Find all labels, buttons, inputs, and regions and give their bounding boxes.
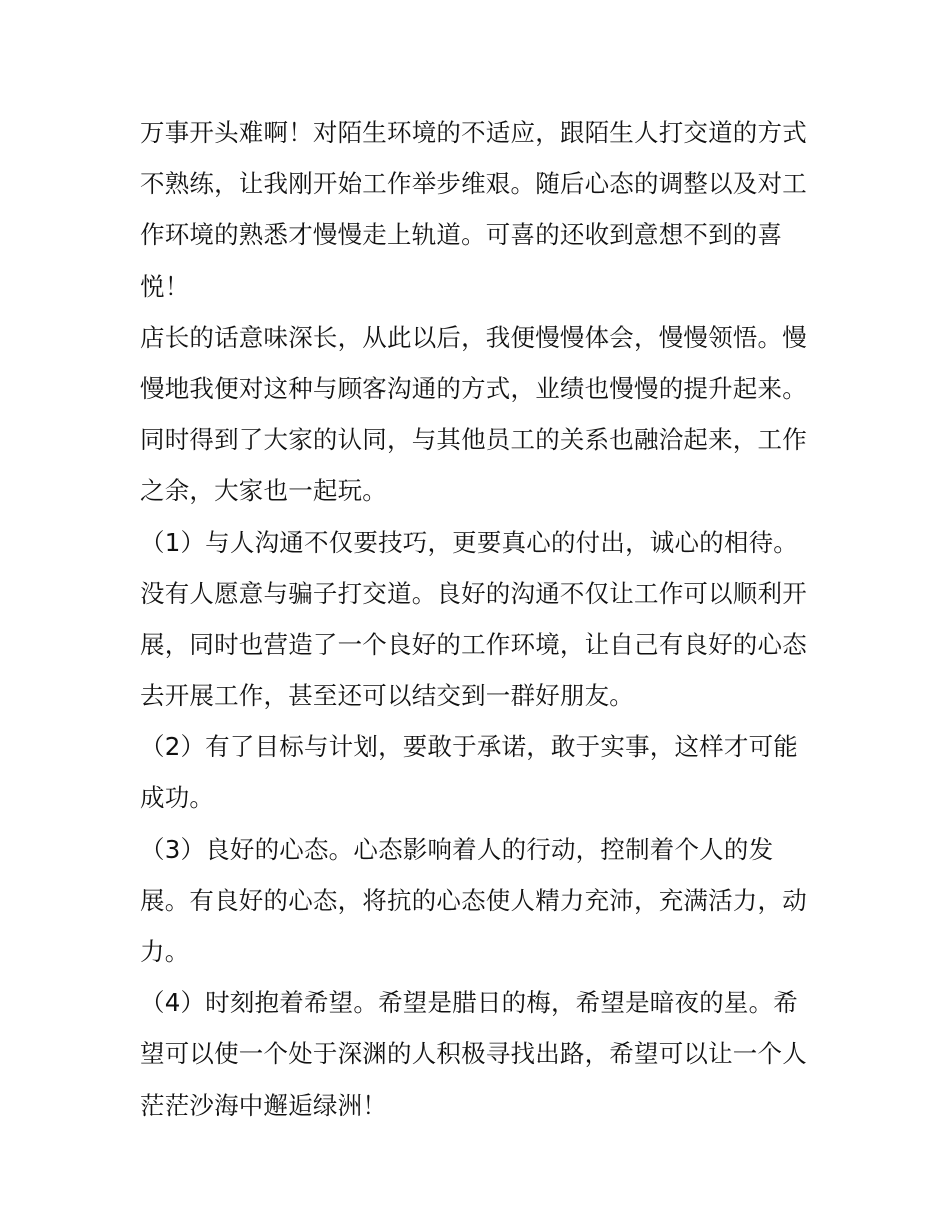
- text-line: （1）与人沟通不仅要技巧，更要真心的付出，诚心的相待。: [140, 527, 798, 557]
- text-line: 作环境的熟悉才慢慢走上轨道。可喜的还收到意想不到的喜: [140, 220, 783, 250]
- text-line: 悦！: [140, 271, 190, 301]
- text-line: 不熟练，让我刚开始工作举步维艰。随后心态的调整以及对工: [140, 169, 807, 199]
- document-body: [140, 107, 820, 1131]
- text-line: 成功。: [140, 783, 215, 813]
- text-line: 之余，大家也一起玩。: [140, 476, 387, 506]
- text-line: 店长的话意味深长，从此以后，我便慢慢体会，慢慢领悟。慢: [140, 322, 807, 352]
- text-line: 去开展工作，甚至还可以结交到一群好朋友。: [140, 681, 634, 711]
- text-line: 茫茫沙海中邂逅绿洲！: [140, 1090, 387, 1120]
- text-line: 慢地我便对这种与顾客沟通的方式，业绩也慢慢的提升起来。: [140, 373, 807, 403]
- text-line: 望可以使一个处于深渊的人积极寻找出路，希望可以让一个人: [140, 1039, 807, 1069]
- text-line: （4）时刻抱着希望。希望是腊日的梅，希望是暗夜的星。希: [140, 988, 798, 1018]
- text-line: 展，同时也营造了一个良好的工作环境，让自己有良好的心态: [140, 629, 807, 659]
- text-line: 展。有良好的心态，将抗的心态使人精力充沛，充满活力，动: [140, 885, 807, 915]
- text-line: （3）良好的心态。心态影响着人的行动，控制着个人的发: [140, 834, 774, 864]
- text-line: 力。: [140, 937, 190, 966]
- text-line: 没有人愿意与骗子打交道。良好的沟通不仅让工作可以顺利开: [140, 578, 807, 608]
- text-line: 万事开头难啊！对陌生环境的不适应，跟陌生人打交道的方式: [140, 118, 807, 147]
- text-line: （2）有了目标与计划，要敢于承诺，敢于实事，这样才可能: [140, 732, 798, 762]
- text-line: 同时得到了大家的认同，与其他员工的关系也融洽起来，工作: [140, 425, 807, 455]
